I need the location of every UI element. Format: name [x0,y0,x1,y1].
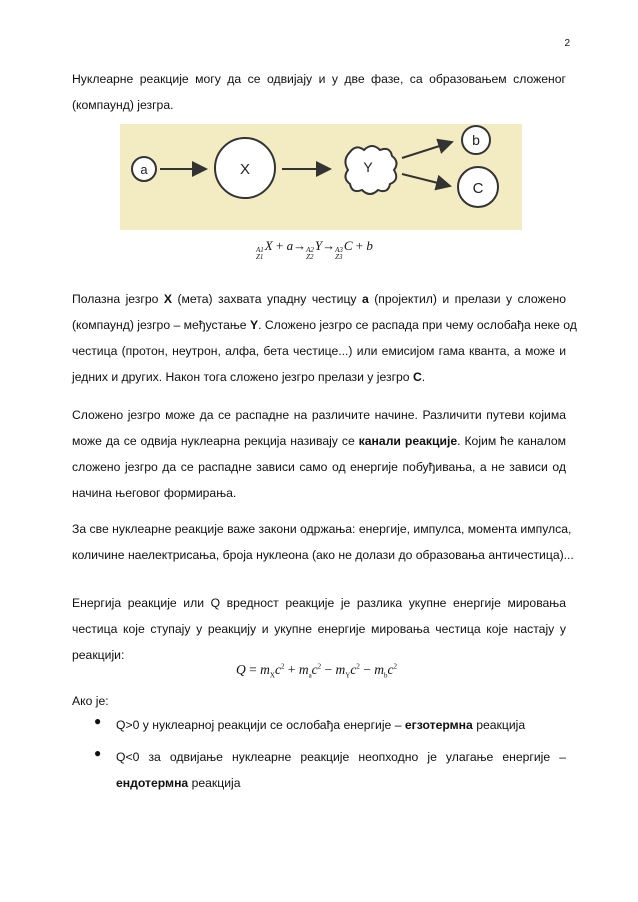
arrow-y-b [402,142,452,158]
label-b: b [472,132,480,148]
bold-x: X [163,292,172,306]
intro-line-2: (компаунд) језгра. [72,98,174,112]
atomic-number-3: Z3 [335,253,343,261]
bullet-exothermic: Q>0 у нуклеарној реакцији се ослобађа енергије – егзотермна реакција [116,718,526,732]
intro-line-1: Нуклеарне реакције могу да се одвијају и у две фазе, са образовањем сложеног [72,72,566,86]
ako-label: Ако је: [72,694,109,708]
mass-number-2: A2 [306,246,314,254]
label-a: a [140,162,148,177]
eq-arrow-2: → [322,238,336,253]
eq-b: b [366,238,373,253]
bullet-endothermic: Q<0 за одвијање нуклеарне реакције неопходно је улагање енергије – ендотермна реакција [116,750,566,790]
eq-arrow-1: → [293,238,307,253]
label-x: X [239,161,251,178]
bold-y: Y [249,318,259,332]
bold-endothermic: ендотермна [116,776,189,790]
reaction-diagram [120,124,522,230]
atomic-number-1: Z1 [256,253,264,261]
label-y: Y [363,159,373,175]
paragraph-conservation-laws: За све нуклеарне реакције важе закони одржања: енергије, импулса, момента импулса, количине наелектрисања, броја нуклеона (ако не долази до образовања античестица)... [72,522,574,562]
eq-c: C [343,238,353,253]
reaction-figure [120,124,522,230]
bold-a: а [361,292,369,306]
bullet-dot-1: ● [94,714,102,728]
page-number: 2 [564,38,570,49]
bold-exothermic: егзотермна [404,718,473,732]
eq-x: X [264,238,273,253]
paragraph-q-value: Енергија реакције или Q вредност реакције је разлика укупне енергије мировања честица које ступају у реакцију и укупне енергије мировања честица које настају у реакцији: [72,596,566,662]
label-c: C [472,180,484,197]
reaction-equation [256,238,373,261]
mass-number-1: A1 [256,246,264,254]
q-value-equation: $Q = m_Xc^2 + m_ac^2 - m_Yc^2 - m_bc^2$ [236,662,397,680]
arrow-y-c [402,174,450,186]
eq-a: a [286,238,294,253]
bullet-dot-2: ● [94,746,102,760]
bold-reaction-channels: канали реакције [358,434,458,448]
eq-plus-1: + [275,238,284,253]
intro-paragraph [72,66,566,118]
atomic-number-2: Z2 [306,253,314,261]
eq-plus-2: + [355,238,364,253]
paragraph-compound-nucleus: Полазна језгро X (мета) захвата упадну честицу а (пројектил) и прелази у сложено (компаунд) језгро – међустање Y. Сложено језгро се распада при чему ослобађа неке од честица (протон, неутрон, алфа, бета честице...) или емисијом гама кванта, а може и једних и других. Након тога сложено језгро прелази у језгро C. [72,292,577,384]
paragraph-reaction-channels: Сложено језгро може да се распадне на различите начине. Различити путеви којима може да се одвија нуклеарна рекција називају се канали реакције. Којим ће каналом сложено језгро да се распадне зависи само од енергије побуђивања, а не зависи од начина његовог формирања. [72,408,566,500]
eq-y: Y [314,238,323,253]
mass-number-3: A3 [335,246,343,254]
bold-c: C [412,370,422,384]
